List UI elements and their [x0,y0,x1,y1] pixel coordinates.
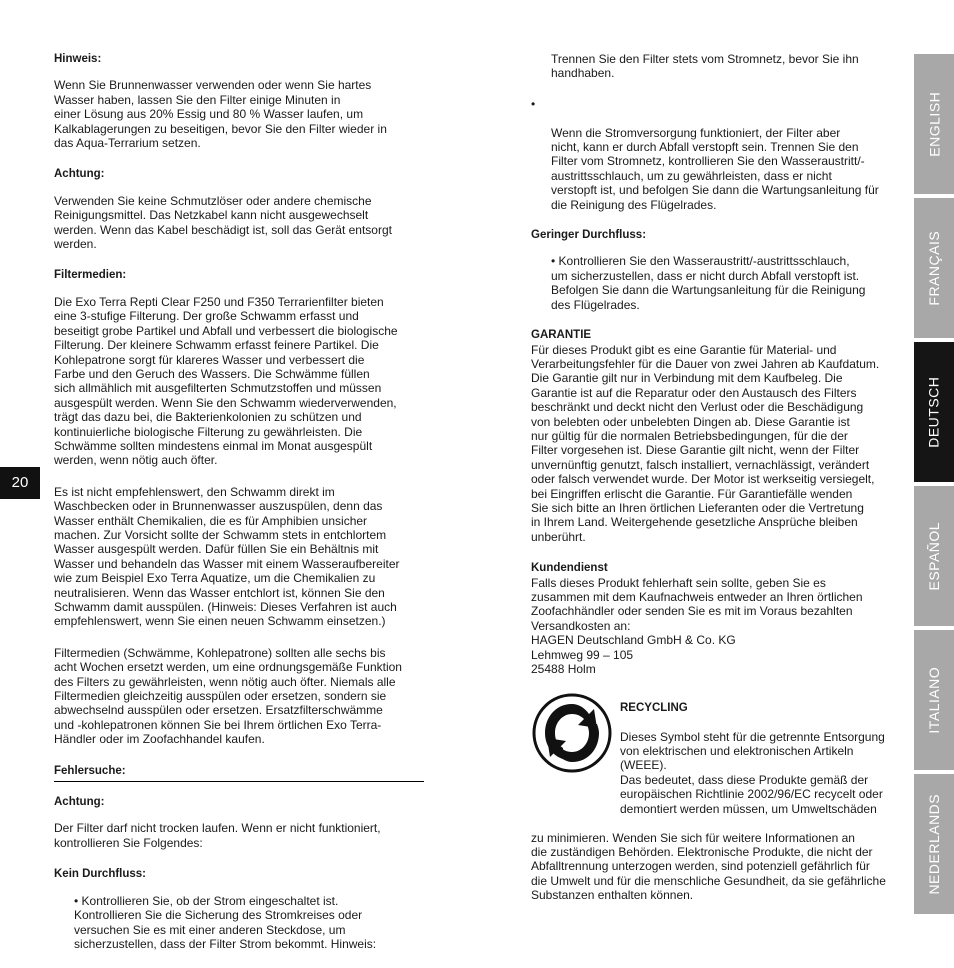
left-column [54,52,424,957]
achtung-heading: Achtung: [54,168,105,181]
filtermedien-heading: Filtermedien: [54,269,127,282]
recycling-text-full: zu minimieren. Wenden Sie sich für weitere Informationen an die zuständigen Behörden. Elektronische Produkte, die nicht der Abfalltrennung unterzogen werden, sind potenziell gefährlich für die Umwelt und für die menschliche Gesundheit, da sie gefährliche Substanzen enthalten können. [531,830,886,903]
geringer-durchfluss-bullet: • Kontrollieren Sie den Wasseraustritt/-austrittsschlauch, um sicherzustellen, dass er nicht durch Abfall verstopft ist. Befolgen Sie dann die Wartungsanleitung für die Reinigung des Flügelrades. [551,254,866,312]
filtermedien-paragraph-2: Es ist nicht empfehlenswert, den Schwamm direkt im Waschbecken oder in Brunnenwasser auszuspülen, denn das Wasser enthält Chemikalien, die es für Amphibien unsicher machen. Zur Vorsicht sollte der Schwamm stets in entchlortem Wasser ausgespült werden. Dafür füllen Sie ein Behältnis mit Wasser und behandeln das Wasser mit einem Wasseraufbereiter wie zum Beispiel Exo Terra Aquatize, um die Chemikalien zu neutralisieren. Wenn das Wasser entchlort ist, können Sie den Schwamm damit ausspülen. (Hinweis: Dieses Verfahren ist auch empfehlenswert, wenn Sie einen neuen Schwamm einsetzen.) [54,484,400,629]
geringer-durchfluss-heading: Geringer Durchfluss: [531,229,647,242]
tab-deutsch[interactable] [914,342,954,482]
tab-nederlands-label: NEDERLANDS [925,793,942,895]
kundendienst-text: Falls dieses Produkt fehlerhaft sein sollte, geben Sie es zusammen mit dem Kaufnachweis entweder an Ihren örtlichen Zoofachhändler oder senden Sie es mit im Voraus bezahlten Versandkosten an: HAGEN Deutschland GmbH & Co. KG Lehmweg 99 – 105 25488 Holm [531,575,863,677]
achtung-troubleshoot-heading: Achtung: [54,796,105,809]
bullet-dot: • [531,96,536,111]
hinweis-text: Wenn Sie Brunnenwasser verwenden oder wenn Sie hartes Wasser haben, lassen Sie den Filter einige Minuten in einer Lösung aus 20% Essig und 80 % Wasser laufen, um Kalkablagerungen zu beseitigen, bevor Sie den Filter wieder in das Aqua-Terrarium setzen. [54,78,387,151]
recycling-side-block [620,686,903,830]
garantie-text: Für dieses Produkt gibt es eine Garantie für Material- und Verarbeitungsfehler für die Dauer von zwei Jahren ab Kaufdatum. Die Garantie gilt nur in Verbindung mit dem Kaufbeleg. Die Garantie ist auf die Reparatur oder den Austausch des Filters beschränkt und deckt nicht den Verlust oder die Beschädigung von belebten oder unbelebten Dingen ab. Diese Garantie ist nur gültig für die normalen Betriebsbedingungen, für die der Filter vorgesehen ist. Diese Garantie gilt nicht, wenn der Filter unvernünftig genutzt, falsch installiert, vernachlässigt, verändert oder falsch verwendet wurde. Der Motor ist werkseitig versiegelt, bei Eingriffen erlischt die Garantie. Für Garantiefälle wenden Sie sich bitte an Ihren örtlichen Lieferanten oder die Vertretung in Ihrem Land. Weitergehende gesetzliche Ansprüche bleiben unberührt. [531,342,880,544]
right-column [531,52,903,903]
hinweis-heading: Hinweis: [54,53,102,65]
achtung-troubleshoot-text: Der Filter darf nicht trocken laufen. Wenn er nicht funktioniert, kontrollieren Sie Folgendes: [54,821,381,850]
recycling-section [531,686,903,902]
filtermedien-paragraph-1: Die Exo Terra Repti Clear F250 und F350 Terrarienfilter bieten eine 3-stufige Filterung. Der große Schwamm erfasst und beseitigt grobe Partikel und Abfall und verbessert die biologische Filterung. Der kleinere Schwamm erfasst feinere Partikel. Die Kohlepatrone sorgt für klareres Wasser und verbessert die Farbe und den Geruch des Wassers. Die Schwämme füllen sich allmählich mit ausgefilterten Schmutzstoffen und müssen ausgespült werden. Wenn Sie den Schwamm wiederverwenden, trägt das dazu bei, die Bakterienkolonien zu schützen und kontinuierliche biologische Filterung zu gewährleisten. Die Schwämme sollten mindestens einmal im Monat ausgespült werden, wenn nötig auch öfter. [54,294,398,468]
tab-francais[interactable] [914,198,954,338]
continued-text: Trennen Sie den Filter stets vom Stromnetz, bevor Sie ihn handhaben. [551,52,859,81]
stromversorgung-text: Wenn die Stromversorgung funktioniert, der Filter aber nicht, kann er durch Abfall verstopft sein. Trennen Sie den Filter vom Stromnetz, kontrollieren Sie den Wasseraustritt/- austrittsschlauch, um zu gewährleisten, dass er nicht verstopft ist, und befolgen Sie dann die Wartungsanleitung für die Reinigung des Flügelrades. [551,125,879,212]
kein-durchfluss-bullet: • Kontrollieren Sie, ob der Strom eingeschaltet ist. Kontrollieren Sie die Sicherung des Stromkreises oder versuchen Sie es mit einer anderen Steckdose, um sicherzustellen, dass der Filter Strom bekommt. Hinweis: [74,893,377,951]
tab-francais-label: FRANÇAIS [925,230,942,306]
tab-nederlands[interactable] [914,774,954,914]
kundendienst-heading: Kundendienst [531,562,608,575]
achtung-text: Verwenden Sie keine Schmutzlöser oder andere chemische Reinigungsmittel. Das Netzkabel kann nicht ausgewechselt werden. Wenn das Kabel beschädigt ist, soll das Gerät entsorgt werden. [54,193,392,252]
tab-espanol[interactable] [914,486,954,626]
garantie-heading: GARANTIE [531,329,592,342]
tab-italiano[interactable] [914,630,954,770]
stromversorgung-bullet [531,97,903,212]
recycling-heading: RECYCLING [620,701,688,714]
recycling-text-side: Dieses Symbol steht für die getrennte Entsorgung von elektrischen und elektronischen Artikeln (WEEE). Das bedeutet, dass diese Produkte gemäß der europäischen Richtlinie 2002/96/EC recycelt oder demontiert werden müssen, um Umweltschäden [620,729,885,816]
kein-durchfluss-heading: Kein Durchfluss: [54,868,147,881]
filtermedien-paragraph-3: Filtermedien (Schwämme, Kohlepatrone) sollten alle sechs bis acht Wochen ersetzt werden, um eine ordnungsgemäße Funktion des Filters zu gewährleisten, wenn nötig auch öfter. Niemals alle Filtermedien gleichzeitig ausspülen oder ersetzen, sondern sie abwechselnd ausspülen oder ersetzen. Ersatzfilterschwämme und -kohlepatronen können Sie bei Ihrem örtlichen Exo Terra- Händler oder im Zoofachhandel kaufen. [54,645,402,747]
tab-english[interactable] [914,54,954,194]
page-number: 20 [0,467,40,499]
tab-espanol-label: ESPAÑOL [925,521,942,591]
tab-deutsch-label: DEUTSCH [925,376,942,448]
tab-english-label: ENGLISH [925,91,942,157]
green-dot-recycling-icon [531,692,613,774]
fehlersuche-heading: Fehlersuche: [54,764,424,782]
tab-italiano-label: ITALIANO [925,666,942,734]
